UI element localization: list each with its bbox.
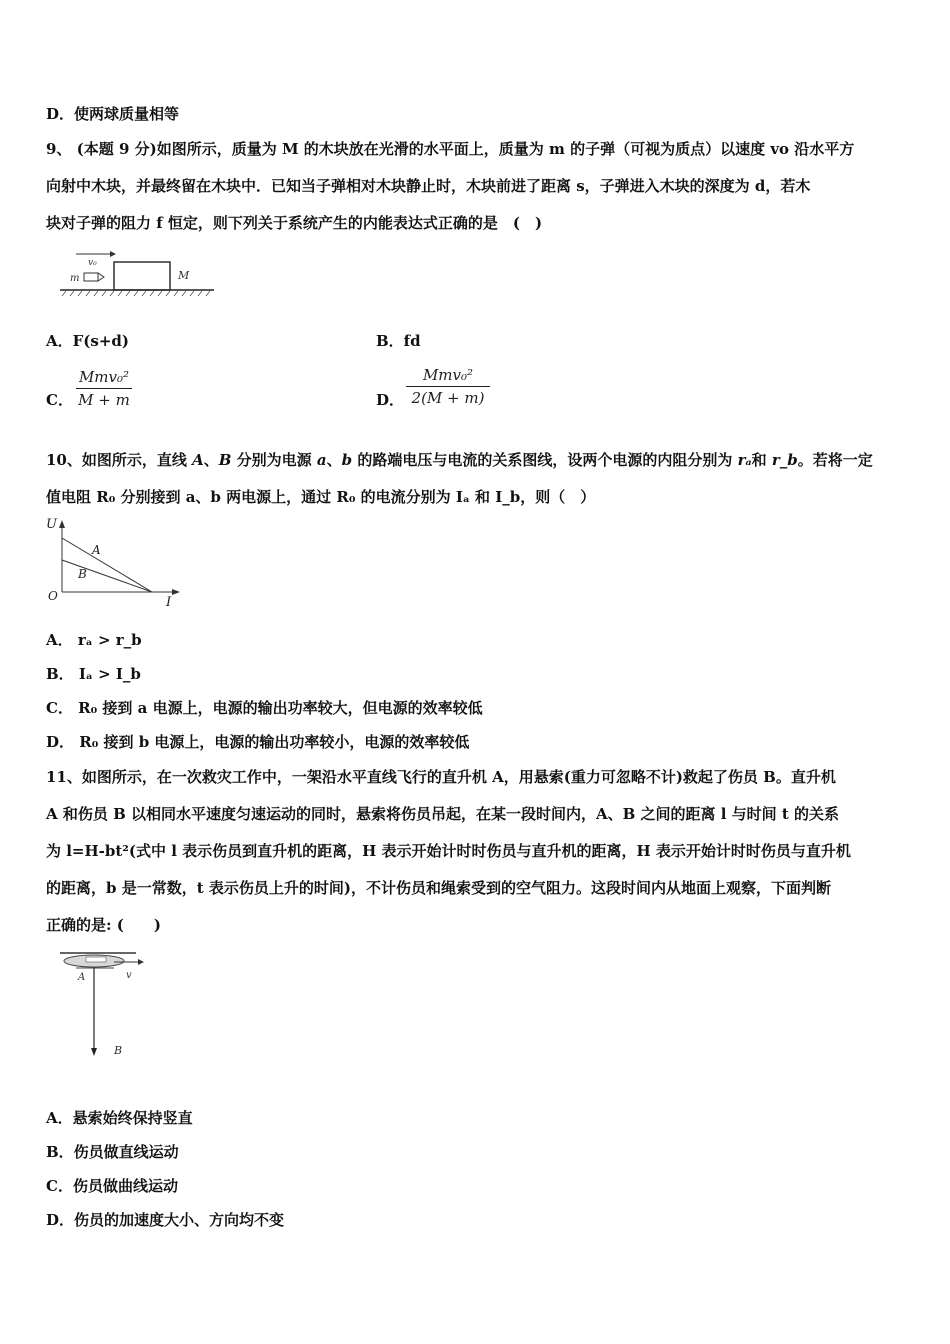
injured-B-label: B [114, 1044, 123, 1057]
q9-option-b: B．fd [376, 332, 421, 350]
i-label: I [166, 595, 172, 610]
velocity-v-label: v [126, 970, 132, 981]
q11-option-b: B．伤员做直线运动 [46, 1143, 179, 1161]
q10-option-a: A． rₐ > r_b [46, 631, 142, 649]
wood-block [114, 262, 170, 290]
q8-option-d: D．使两球质量相等 [46, 105, 180, 123]
line-B-label: B [78, 567, 87, 581]
q11-helicopter-figure [56, 948, 156, 1062]
q9-option-d-numerator: Mmv₀² [422, 366, 474, 384]
bullet-m-label: m [70, 273, 80, 284]
q9-stem-line-3: 块对子弹的阻力 f 恒定，则下列关于系统产生的内能表达式正确的是 ( ) [46, 214, 543, 232]
q11-stem-line-4: 的距离，b 是一常数，t 表示伤员上升的时间)，不计伤员和绳索受到的空气阻力。这段时间内从地面上观察，下面判断 [46, 879, 831, 897]
q10-option-c: C． R₀ 接到 a 电源上，电源的输出功率较大，但电源的效率较低 [46, 699, 483, 717]
q11-stem-line-5: 正确的是: ( ) [46, 916, 161, 934]
helicopter-A-label: A [78, 972, 86, 983]
block-M-label: M [178, 269, 190, 282]
bullet [84, 273, 98, 281]
q11-stem-line-1: 11、如图所示，在一次救灾工作中，一架沿水平直线飞行的直升机 A，用悬索(重力可忽略不计)救起了伤员 B。直升机 [46, 768, 836, 786]
q9-stem-line-2: 向射中木块，并最终留在木块中．已知当子弹相对木块静止时，木块前进了距离 s，子弹进入木块的深度为 d，若木 [46, 177, 811, 195]
q11-stem-line-3: 为 l=H-bt²(式中 l 表示伤员到直升机的距离，H 表示开始计时时伤员与直升机的距离，H 表示开始计时时伤员与直升机 [46, 842, 851, 860]
q10-option-b: B． Iₐ > I_b [46, 665, 141, 683]
line-A-label: A [92, 543, 101, 557]
q10-stem-line-1: 10、如图所示，直线 A、B 分别为电源 a、b 的路端电压与电流的关系图线，设两个电源的内阻分别为 rₐ和 r_b。若将一定 [46, 451, 873, 469]
q9-option-c-label: C． [46, 391, 73, 409]
q9-option-d-label: D． [376, 391, 405, 409]
q9-option-c-denominator: M + m [78, 391, 130, 409]
q11-option-a: A．悬索始终保持竖直 [46, 1109, 193, 1127]
q11-option-d: D．伤员的加速度大小、方向均不变 [46, 1211, 285, 1229]
q9-option-d-denominator: 2(M + m) [411, 389, 485, 407]
q10-option-d: D． R₀ 接到 b 电源上，电源的输出功率较小，电源的效率较低 [46, 733, 470, 751]
ground-hatching [62, 291, 210, 296]
q11-stem-line-2: A 和伤员 B 以相同水平速度匀速运动的同时，悬索将伤员吊起，在某一段时间内，A、B 之间的距离 l 与时间 t 的关系 [46, 805, 840, 823]
v0-label: v₀ [88, 258, 97, 268]
q9-option-d-fraction [406, 366, 490, 407]
q9-option-c-fraction [76, 368, 132, 409]
q10-stem-line-2: 值电阻 R₀ 分别接到 a、b 两电源上，通过 R₀ 的电流分别为 Iₐ 和 I_b，则（ ） [46, 488, 596, 506]
q10-ui-graph [42, 514, 192, 610]
q11-option-c: C．伤员做曲线运动 [46, 1177, 178, 1195]
q9-block-bullet-figure [56, 248, 218, 302]
origin-label: O [48, 589, 58, 603]
q9-option-a: A．F(s+d) [46, 332, 129, 350]
q9-stem-line-1: 9、 (本题 9 分)如图所示，质量为 M 的木块放在光滑的水平面上，质量为 m 的子弹（可视为质点）以速度 vo 沿水平方 [46, 140, 855, 158]
q9-option-c-numerator: Mmv₀² [78, 368, 130, 386]
u-label: U [46, 517, 57, 532]
